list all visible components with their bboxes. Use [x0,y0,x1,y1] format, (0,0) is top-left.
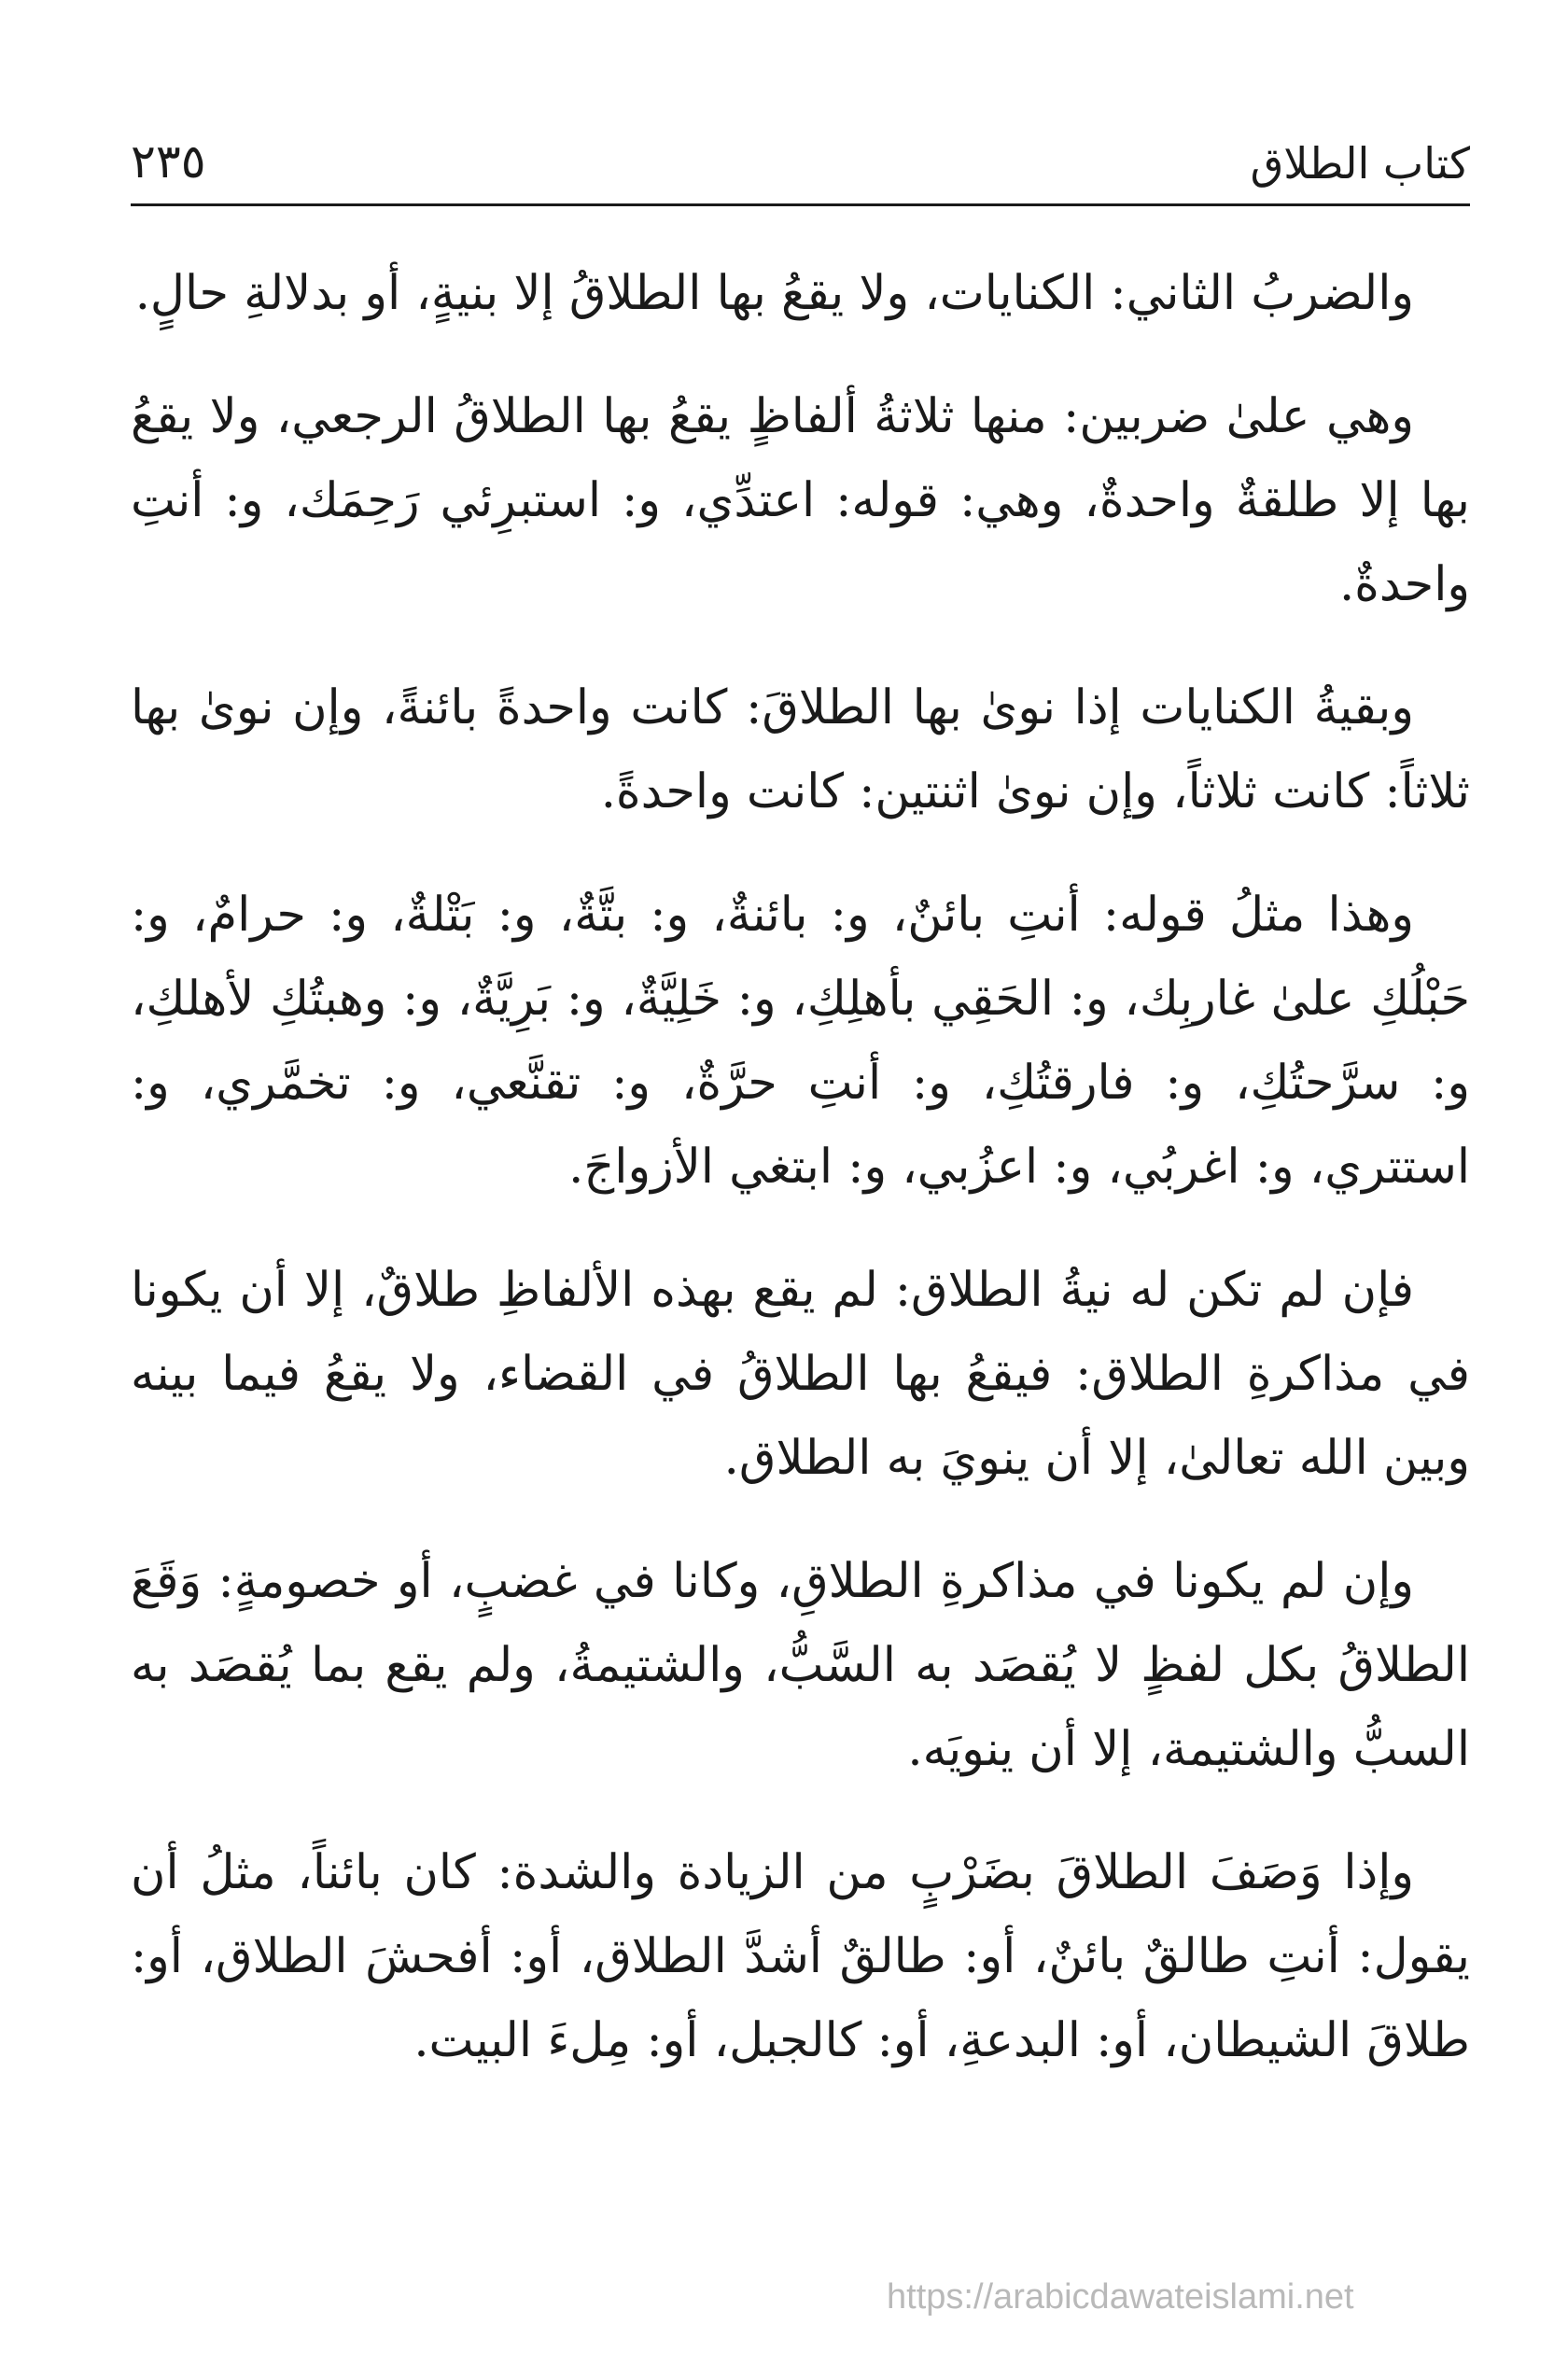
paragraph: وإذا وَصَفَ الطلاقَ بضَرْبٍ من الزيادة والشدة: كان بائناً، مثلُ أن يقول: أنتِ طالقٌ بائنٌ، أو: طالقٌ أشدَّ الطلاق، أو: أفحشَ الطلاق، أو: طلاقَ الشيطان، أو: البدعةِ، أو: كالجبل، أو: مِلءَ البيت. [131,1845,1470,2068]
header-rule [131,203,1470,206]
paragraph: وبقيةُ الكنايات إذا نوىٰ بها الطلاقَ: كانت واحدةً بائنةً، وإن نوىٰ بها ثلاثاً: كانت ثلاثاً، وإن نوىٰ اثنتين: كانت واحدةً. [131,680,1470,819]
paragraph: وهذا مثلُ قوله: أنتِ بائنٌ، و: بائنةٌ، و: بتَّةٌ، و: بَتْلةٌ، و: حرامٌ، و: حَبْلُكِ علىٰ غاربِك، و: الحَقِي بأهلِكِ، و: خَلِيَّةٌ، و: بَرِيَّةٌ، و: وهبتُكِ لأهلكِ، و: سرَّحتُكِ، و: فارقتُكِ، و: أنتِ حرَّةٌ، و: تقنَّعي، و: تخمَّري، و: استتري، و: اغربُي، و: اعزُبي، و: ابتغي الأزواجَ. [131,888,1470,1195]
paragraph: والضربُ الثاني: الكنايات، ولا يقعُ بها الطلاقُ إلا بنيةٍ، أو بدلالةِ حالٍ. [134,266,1414,321]
watermark-url: https://arabicdawateislami.net [887,2277,1354,2317]
running-title: كتاب الطلاق [1250,138,1470,189]
body-text [131,252,1470,2122]
page-header [131,121,1470,205]
paragraph: فإن لم تكن له نيةُ الطلاق: لم يقع بهذه الألفاظِ طلاقٌ، إلا أن يكونا في مذاكرةِ الطلاق: فيقعُ بها الطلاقُ في القضاء، ولا يقعُ فيما بينه وبين الله تعالىٰ، إلا أن ينويَ به الطلاق. [131,1263,1470,1486]
paragraph: وإن لم يكونا في مذاكرةِ الطلاقِ، وكانا في غضبٍ، أو خصومةٍ: وَقَعَ الطلاقُ بكل لفظٍ لا يُقصَد به السَّبُّ، والشتيمةُ، ولم يقع بما يُقصَد به السبُّ والشتيمة، إلا أن ينويَه. [131,1554,1470,1777]
page-number: ٢٣٥ [131,134,206,189]
paragraph: وهي علىٰ ضربين: منها ثلاثةُ ألفاظٍ يقعُ بها الطلاقُ الرجعي، ولا يقعُ بها إلا طلقةٌ واحدةٌ، وهي: قوله: اعتدِّي، و: استبرِئي رَحِمَك، و: أنتِ واحدةٌ. [131,389,1470,612]
